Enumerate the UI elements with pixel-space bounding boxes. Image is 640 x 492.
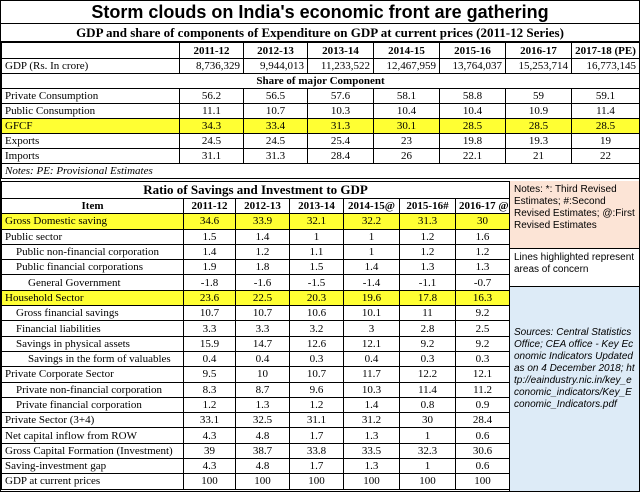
ratio-row [2,367,510,382]
cell: 32.3 [400,443,456,458]
year-header: 2014-15 [374,43,440,59]
cell: 1.2 [184,397,236,412]
row-label: Private financial corporation [2,397,184,412]
cell: 11.7 [344,367,400,382]
cell: 8.7 [236,382,290,397]
cell: 10.4 [374,104,440,119]
cell: 26 [374,149,440,164]
cell: 1 [400,459,456,474]
row-label: Gross financial savings [2,306,184,321]
year-header: 2013-14 [308,43,374,59]
cell: 14.7 [236,336,290,351]
cell: 3.3 [184,321,236,336]
cell: 1.3 [456,260,510,275]
cell: 0.6 [456,459,510,474]
item-header: Item [2,199,184,214]
row-label: Exports [2,134,180,149]
ratio-row [2,214,510,229]
cell: 1.3 [344,428,400,443]
cell: 100 [344,474,400,489]
cell: 16,773,145 [572,59,640,74]
row-label: Private Corporate Sector [2,367,184,382]
cell: 10.4 [440,104,506,119]
notes-row [2,164,640,179]
cell: 100 [236,474,290,489]
cell: 39 [184,443,236,458]
cell: 11 [400,306,456,321]
cell: 38.7 [236,443,290,458]
cell: 28.5 [440,119,506,134]
cell: 1.6 [456,229,510,244]
cell: 12.6 [290,336,344,351]
row-label: GFCF [2,119,180,134]
cell: 58.1 [374,89,440,104]
cell: 31.3 [308,119,374,134]
cell: 0.4 [344,351,400,366]
cell: 30 [456,214,510,229]
cell: 10.7 [184,306,236,321]
cell: 31.3 [400,214,456,229]
cell: 1 [400,428,456,443]
cell: 19.8 [440,134,506,149]
share-row [2,119,640,134]
cell: 28.5 [506,119,572,134]
cell: 22.5 [236,290,290,305]
year-header: 2016-17 @ [456,199,510,214]
cell: 13,764,037 [440,59,506,74]
cell: 0.3 [290,351,344,366]
cell: 4.3 [184,459,236,474]
cell: 12,467,959 [374,59,440,74]
cell: 1.2 [456,244,510,259]
ratio-row [2,275,510,290]
cell: 3 [344,321,400,336]
cell: 12.1 [456,367,510,382]
cell: 20.3 [290,290,344,305]
cell: 1.2 [400,244,456,259]
cell: 1.5 [290,260,344,275]
row-label: Private non-financial corporation [2,382,184,397]
cell: 0.9 [456,397,510,412]
cell: 23 [374,134,440,149]
ratio-row [2,397,510,412]
cell: 1.4 [236,229,290,244]
cell: -1.4 [344,275,400,290]
ratio-title: Ratio of Savings and Investment to GDP [2,182,510,199]
cell: 1 [290,229,344,244]
share-row [2,89,640,104]
cell: 2.5 [456,321,510,336]
cell: 100 [456,474,510,489]
cell: 23.6 [184,290,236,305]
row-label: Saving-investment gap [2,459,184,474]
ratio-row [2,306,510,321]
cell: 33.1 [184,413,236,428]
row-label: Gross Capital Formation (Investment) [2,443,184,458]
year-header: 2014-15@ [344,199,400,214]
cell: 2.8 [400,321,456,336]
revision-notes [509,181,639,249]
cell: 1.9 [184,260,236,275]
row-label: General Government [2,275,184,290]
cell: 1.2 [236,244,290,259]
cell: 32.2 [344,214,400,229]
cell: 34.6 [184,214,236,229]
cell: 1.7 [290,428,344,443]
cell: 33.4 [244,119,308,134]
cell: 9.2 [456,336,510,351]
row-label: Private Consumption [2,89,180,104]
cell: 1.8 [236,260,290,275]
year-header: 2016-17 [506,43,572,59]
cell: 100 [290,474,344,489]
cell: 9.5 [184,367,236,382]
ratio-row [2,290,510,305]
cell: 100 [184,474,236,489]
cell: 22.1 [440,149,506,164]
cell: 1.2 [290,397,344,412]
cell: 30.6 [456,443,510,458]
ratio-row [2,321,510,336]
ratio-row [2,244,510,259]
provisional-notes: Notes: PE: Provisional Estimates [2,164,640,179]
cell: 31.3 [244,149,308,164]
cell: 4.8 [236,459,290,474]
cell: 59.1 [572,89,640,104]
ratio-row [2,336,510,351]
cell: 8.3 [184,382,236,397]
cell: 10 [236,367,290,382]
ratio-row [2,459,510,474]
cell: 1.2 [400,229,456,244]
year-header: 2011-12 [180,43,244,59]
cell: 10.7 [236,306,290,321]
cell: 30 [400,413,456,428]
cell: 1.3 [236,397,290,412]
year-header: 2015-16 [440,43,506,59]
cell: 32.5 [236,413,290,428]
cell: 33.8 [290,443,344,458]
cell: 25.4 [308,134,374,149]
cell: 15.9 [184,336,236,351]
cell: 10.7 [244,104,308,119]
row-label: Household Sector [2,290,184,305]
row-label: Public sector [2,229,184,244]
share-header: Share of major Component [2,74,640,89]
cell: 8,736,329 [180,59,244,74]
cell: 3.3 [236,321,290,336]
cell: 31.1 [180,149,244,164]
cell: 1.3 [344,459,400,474]
header-blank [2,43,180,59]
row-label: Public Consumption [2,104,180,119]
row-label: GDP (Rs. In crore) [2,59,180,74]
cell: 33.9 [236,214,290,229]
row-label: Savings in physical assets [2,336,184,351]
ratio-table [1,181,510,490]
ratio-row [2,382,510,397]
cell: -1.6 [236,275,290,290]
row-label: Public non-financial corporation [2,244,184,259]
ratio-header-row [2,199,510,214]
cell: 15,253,714 [506,59,572,74]
cell: 100 [400,474,456,489]
cell: -1.1 [400,275,456,290]
cell: 9,944,013 [244,59,308,74]
cell: 30.1 [374,119,440,134]
ratio-row [2,474,510,489]
cell: 56.5 [244,89,308,104]
cell: 21 [506,149,572,164]
cell: 58.8 [440,89,506,104]
cell: -1.5 [290,275,344,290]
year-header: 2012-13 [244,43,308,59]
cell: 11.4 [572,104,640,119]
ratio-row [2,443,510,458]
year-header: 2017-18 (PE) [572,43,640,59]
cell: 1.5 [184,229,236,244]
cell: 1 [344,244,400,259]
cell: 31.2 [344,413,400,428]
cell: 57.6 [308,89,374,104]
cell: 0.6 [456,428,510,443]
gdp-value-row [2,59,640,74]
cell: 24.5 [244,134,308,149]
share-header-row [2,74,640,89]
cell: 4.8 [236,428,290,443]
cell: 19 [572,134,640,149]
gdp-share-table [1,42,640,179]
revision-notes-text: Notes: *: Third Revised Estimates; #:Second Revised Estimates; @:First Revised Estimates [514,184,635,231]
cell: 11.2 [456,382,510,397]
cell: 11.4 [400,382,456,397]
cell: 10.6 [290,306,344,321]
row-label: Public financial corporations [2,260,184,275]
sources-text: Sources: Central Statistics Office; CEA office - Key Economic Indicators Updated as on 4 December 2018; http://eaindustry.nic.in/key_economic_indicators/Key_Economic_Indicators.pdf [514,327,635,410]
row-label: Net capital inflow from ROW [2,428,184,443]
highlight-note-text: Lines highlighted represent areas of concern [514,252,635,275]
cell: 56.2 [180,89,244,104]
cell: -1.8 [184,275,236,290]
cell: 59 [506,89,572,104]
cell: 3.2 [290,321,344,336]
cell: -0.7 [456,275,510,290]
cell: 9.6 [290,382,344,397]
cell: 24.5 [180,134,244,149]
cell: 34.3 [180,119,244,134]
cell: 28.5 [572,119,640,134]
cell: 19.6 [344,290,400,305]
row-label: Imports [2,149,180,164]
cell: 1.1 [290,244,344,259]
ratio-row [2,413,510,428]
cell: 0.8 [400,397,456,412]
cell: 0.3 [456,351,510,366]
cell: 0.3 [400,351,456,366]
cell: 10.7 [290,367,344,382]
highlight-note [509,249,639,287]
row-label: Private Sector (3+4) [2,413,184,428]
cell: 1.7 [290,459,344,474]
row-label: Gross Domestic saving [2,214,184,229]
cell: 1.4 [344,260,400,275]
cell: 11,233,522 [308,59,374,74]
cell: 4.3 [184,428,236,443]
cell: 11.1 [180,104,244,119]
cell: 12.1 [344,336,400,351]
gdp-table-subtitle: GDP and share of components of Expenditure on GDP at current prices (2011-12 Series) [1,24,639,42]
share-row [2,104,640,119]
cell: 31.1 [290,413,344,428]
share-row [2,134,640,149]
cell: 19.3 [506,134,572,149]
year-header: 2015-16# [400,199,456,214]
cell: 10.3 [308,104,374,119]
ratio-title-row [2,182,510,199]
cell: 1.4 [344,397,400,412]
row-label: Savings in the form of valuables [2,351,184,366]
year-header: 2011-12 [184,199,236,214]
cell: 28.4 [456,413,510,428]
cell: 22 [572,149,640,164]
cell: 9.2 [400,336,456,351]
share-row [2,149,640,164]
year-header: 2013-14 [290,199,344,214]
cell: 1 [344,229,400,244]
cell: 10.9 [506,104,572,119]
ratio-row [2,351,510,366]
cell: 1.3 [400,260,456,275]
cell: 28.4 [308,149,374,164]
cell: 32.1 [290,214,344,229]
year-header: 2012-13 [236,199,290,214]
sources-note [509,287,639,491]
ratio-row [2,428,510,443]
cell: 17.8 [400,290,456,305]
ratio-row [2,260,510,275]
ratio-row [2,229,510,244]
cell: 33.5 [344,443,400,458]
row-label: GDP at current prices [2,474,184,489]
cell: 0.4 [236,351,290,366]
cell: 1.4 [184,244,236,259]
cell: 0.4 [184,351,236,366]
cell: 9.2 [456,306,510,321]
page-title: Storm clouds on India's economic front are gathering [1,1,639,24]
cell: 10.1 [344,306,400,321]
row-label: Financial liabilities [2,321,184,336]
cell: 12.2 [400,367,456,382]
gdp-header-row [2,43,640,59]
cell: 10.3 [344,382,400,397]
cell: 16.3 [456,290,510,305]
